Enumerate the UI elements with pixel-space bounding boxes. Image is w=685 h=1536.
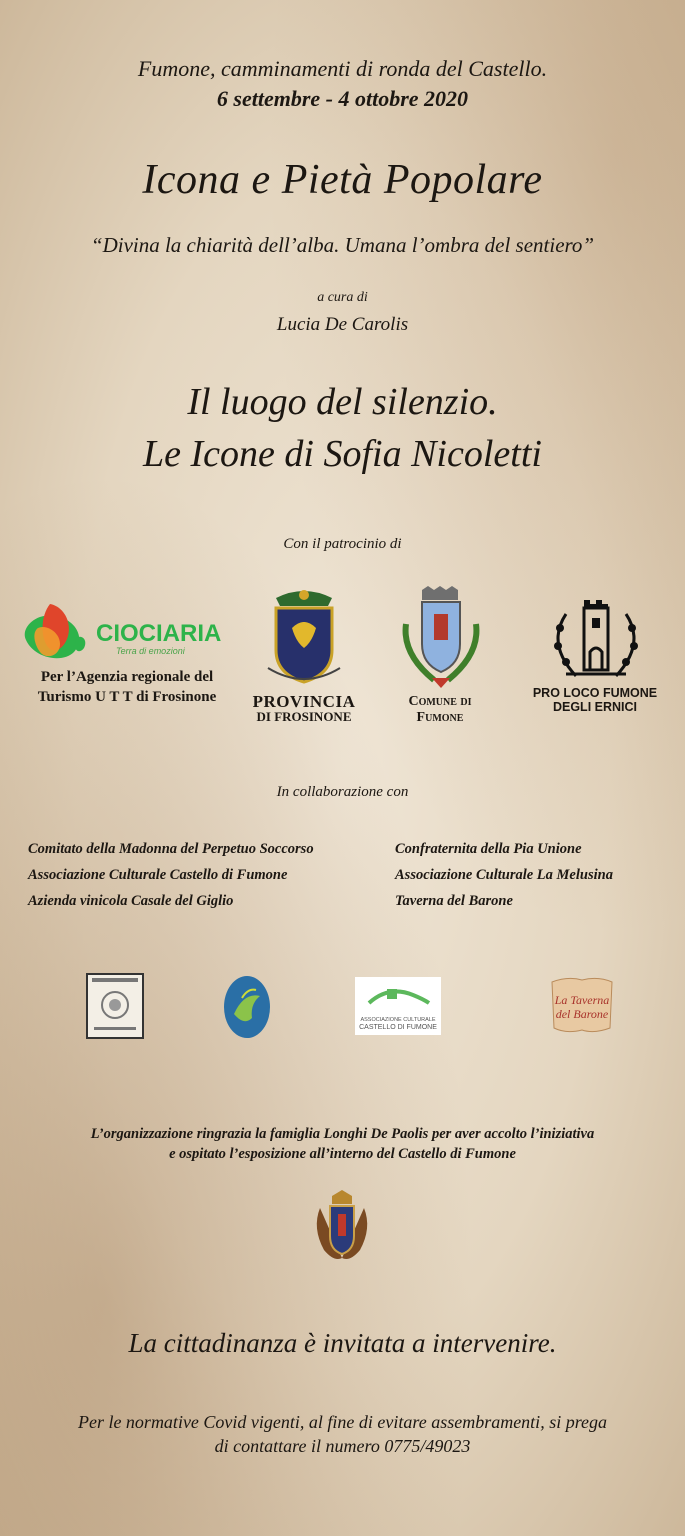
proloco-name: PRO LOCO FUMONE (532, 686, 658, 700)
castello-fumone-logo-icon (355, 977, 441, 1035)
proloco-tower-icon (546, 594, 646, 684)
comune-coat-of-arms-icon (394, 584, 488, 694)
family-crest-icon (312, 1188, 372, 1264)
covid-notice-line-2: di contattare il numero 0775/49023 (214, 1436, 471, 1456)
collaboration-list-right (395, 836, 613, 914)
comune-name: Fumone (416, 710, 464, 725)
invitation-text: La cittadinanza è invitata a intervenire. (128, 1328, 557, 1358)
thanks-line-2: e ospitato l’esposizione all’interno del Castello di Fumone (169, 1146, 516, 1162)
main-title: Icona e Pietà Popolare (142, 157, 543, 203)
subtitle-line-2: Le Icone di Sofia Nicoletti (143, 433, 542, 475)
thanks-line-1: L’organizzazione ringrazia la famiglia Longhi De Paolis per aver accolto l’iniziativa (90, 1126, 595, 1142)
provincia-caption (238, 692, 370, 725)
provincia-coat-of-arms-icon (262, 586, 346, 690)
casale-del-giglio-logo-icon (86, 973, 144, 1039)
provincia-name: PROVINCIA (252, 692, 356, 711)
castello-logo-label-2: CASTELLO DI FUMONE (359, 1024, 437, 1031)
collaborator-item: Associazione Culturale La Melusina (395, 867, 613, 883)
patronage-label: Con il patrocinio di (283, 536, 402, 552)
ciociaria-tagline: Terra di emozioni (116, 646, 185, 656)
quote: “Divina la chiarità dell’alba. Umana l’ombra del sentiero” (90, 233, 595, 257)
collaboration-label: In collaborazione con (276, 784, 409, 800)
comune-caption (380, 694, 500, 726)
ciociaria-mark-icon (25, 604, 86, 658)
comune-label: Comune di (408, 694, 472, 709)
taverna-barone-logo-icon (548, 976, 616, 1034)
collaborator-item: Associazione Culturale Castello di Fumone (28, 867, 288, 883)
taverna-logo-label-1: La Taverna (554, 993, 610, 1007)
covid-notice-line-1: Per le normative Covid vigenti, al fine di evitare assembramenti, si prega (77, 1412, 608, 1432)
curator-name: Lucia De Carolis (276, 314, 409, 335)
ciociaria-logo (16, 598, 232, 664)
provincia-subname: DI FROSINONE (256, 709, 352, 724)
ciociaria-wordmark: CIOCIARIA (96, 620, 222, 647)
ciociaria-caption: Per l’Agenzia regionale del Turismo U T T di Frosinone (37, 669, 217, 705)
collaboration-list-left (28, 836, 314, 914)
collaborator-item: Comitato della Madonna del Perpetuo Soccorso (28, 841, 314, 857)
melusina-logo-icon (222, 974, 272, 1040)
castello-logo-label-1: ASSOCIAZIONE CULTURALE (360, 1017, 436, 1023)
event-dates: 6 settembre - 4 ottobre 2020 (216, 86, 469, 111)
curator-label: a cura di (317, 290, 368, 305)
collaborator-item: Azienda vinicola Casale del Giglio (28, 893, 234, 909)
event-location: Fumone, camminamenti di ronda del Castello. (137, 56, 548, 81)
proloco-caption (515, 686, 675, 714)
proloco-subname: DEGLI ERNICI (552, 700, 638, 714)
subtitle-line-1: Il luogo del silenzio. (187, 381, 498, 423)
collaborator-item: Confraternita della Pia Unione (395, 841, 582, 857)
collaborator-item: Taverna del Barone (395, 893, 513, 909)
taverna-logo-label-2: del Barone (555, 1007, 609, 1021)
